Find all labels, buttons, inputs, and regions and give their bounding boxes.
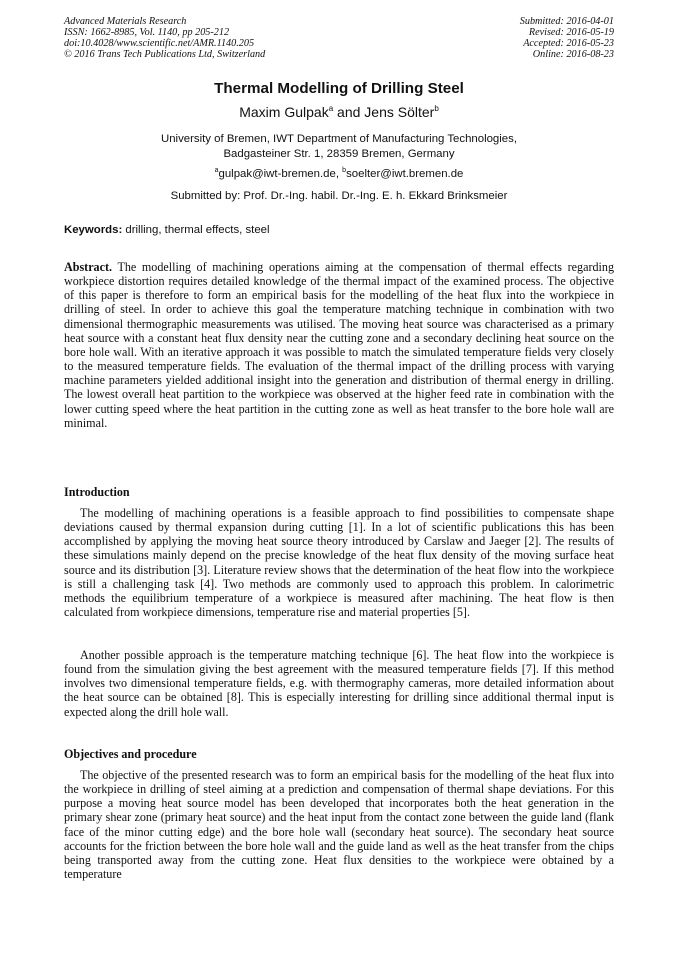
email-b-mark: b <box>342 167 347 174</box>
keywords-label: Keywords: <box>64 224 123 236</box>
objectives-heading: Objectives and procedure <box>64 747 197 761</box>
introduction-paragraph-2 <box>64 648 614 719</box>
author-emails <box>0 167 678 181</box>
revised-date: Revised: 2016-05-19 <box>528 27 614 38</box>
email-a-mark: a <box>214 167 219 174</box>
paper-title: Thermal Modelling of Drilling Steel <box>214 80 464 97</box>
email-gulpak[interactable]: gulpak@iwt-bremen.de <box>218 168 336 180</box>
author-gulpak: Maxim Gulpak <box>239 104 329 120</box>
abstract-text: The modelling of machining operations aiming at the compensation of thermal effects regarding workpiece distortion requires detailed knowledge of the thermal impact of the examined process. The objective of this paper is therefore to form an empirical basis for the modelling of the heat flux into the workpiece in drilling of steel. In order to achieve this goal the temperature matching technique in combination with two dimensional thermographic measurements was utilised. The moving heat source was characterised as a primary heat source with a constant heat flux density near the cutting zone and a secondary declining heat source on the bore hole wall. With an iterative approach it was possible to match the simulated temperature fields very closely to the measured temperature fields. The evaluation of the thermal impact of the drilling process with varying machine parameters yielded additional insight into the generation and distribution of thermal energy in drilling. The lowest overall heat partition to the workpiece was observed at the higher feed rate in combination with the lower cutting speed where the heat partition in the cutting zone as well as heat transfer to the bore hole wall are minimal. <box>64 260 614 430</box>
issn-line: ISSN: 1662-8985, Vol. 1140, pp 205-212 <box>64 27 230 38</box>
journal-meta <box>64 16 265 60</box>
email-soelter[interactable]: soelter@iwt.bremen.de <box>346 168 464 180</box>
affiliation-line-2: Badgasteiner Str. 1, 28359 Bremen, Germany <box>223 148 455 160</box>
introduction-paragraph-1 <box>64 506 614 619</box>
journal-name: Advanced Materials Research <box>64 16 187 27</box>
obj-p1-text: The objective of the presented research was to form an empirical basis for the modelling of the heat flux into the workpiece in drilling of steel aiming at a prediction and compensation of thermal shape deviations. For this purpose a moving heat source model has been developed that incorporates both the heat generation in the primary shear zone (primary heat source) and the heat input from the contact zone between the guide land (flank face of the minor cutting edge) and the bore hole wall (secondary heat source). The secondary heat source accounts for the friction between the bore hole wall and the guide land as well as the heat transfer from the chips being transported away from the cutting zone. Heat flux densities to the workpiece were obtained by a temperature <box>64 768 614 882</box>
copyright-line: © 2016 Trans Tech Publications Ltd, Switzerland <box>64 49 266 60</box>
keywords-text: drilling, thermal effects, steel <box>122 224 270 236</box>
intro-p2-text: Another possible approach is the temperature matching technique [6]. The heat flow into the workpiece is found from the simulation giving the best agreement with the measured temperature fields [7]. If this method involves two dimensional temperature fields, e.g. with thermography cameras, more detailed information about the heat source can be obtained [8]. This is especially interesting for drilling since additional thermal input is expected along the drill hole wall. <box>64 648 614 719</box>
author-soelter-mark: b <box>434 104 439 113</box>
objectives-paragraph-1 <box>64 768 614 881</box>
author-line <box>0 104 678 121</box>
introduction-heading: Introduction <box>64 485 130 499</box>
submitted-date: Submitted: 2016-04-01 <box>519 16 614 27</box>
affiliation <box>0 132 678 162</box>
author-gulpak-mark: a <box>328 104 334 113</box>
email-separator: , <box>335 168 343 180</box>
author-soelter: Jens Sölter <box>364 104 435 120</box>
keywords <box>64 223 614 237</box>
author-conjunction: and <box>333 104 365 120</box>
submission-dates <box>520 16 614 60</box>
accepted-date: Accepted: 2016-05-23 <box>523 38 614 49</box>
doi-line: doi:10.4028/www.scientific.net/AMR.1140.205 <box>64 38 255 49</box>
submitted-by: Submitted by: Prof. Dr.-Ing. habil. Dr.-Ing. E. h. Ekkard Brinksmeier <box>170 190 508 202</box>
intro-p1-text: The modelling of machining operations is a feasible approach to find possibilities to compensate shape deviations caused by thermal expansion during cutting [1]. In a lot of scientific publications this has been accomplished by applying the moving heat source theory introduced by Carslaw and Jaeger [2]. The results of these simulations mainly depend on the precise knowledge of the heat flux density of the moving surface heat source and its distribution [3]. Literature review shows that the determination of the heat flow into the workpiece is still a challenging task [4]. Two methods are commonly used to approach this problem. In calorimetric methods the equilibrium temperature of a workpiece is measured after machining. The heat flow is then calculated from workpiece dimensions, temperature rise and material properties [5]. <box>64 506 614 620</box>
affiliation-line-1: University of Bremen, IWT Department of Manufacturing Technologies, <box>160 133 517 145</box>
abstract-label: Abstract. <box>64 260 113 274</box>
online-date: Online: 2016-08-23 <box>532 49 614 60</box>
abstract <box>64 260 614 430</box>
